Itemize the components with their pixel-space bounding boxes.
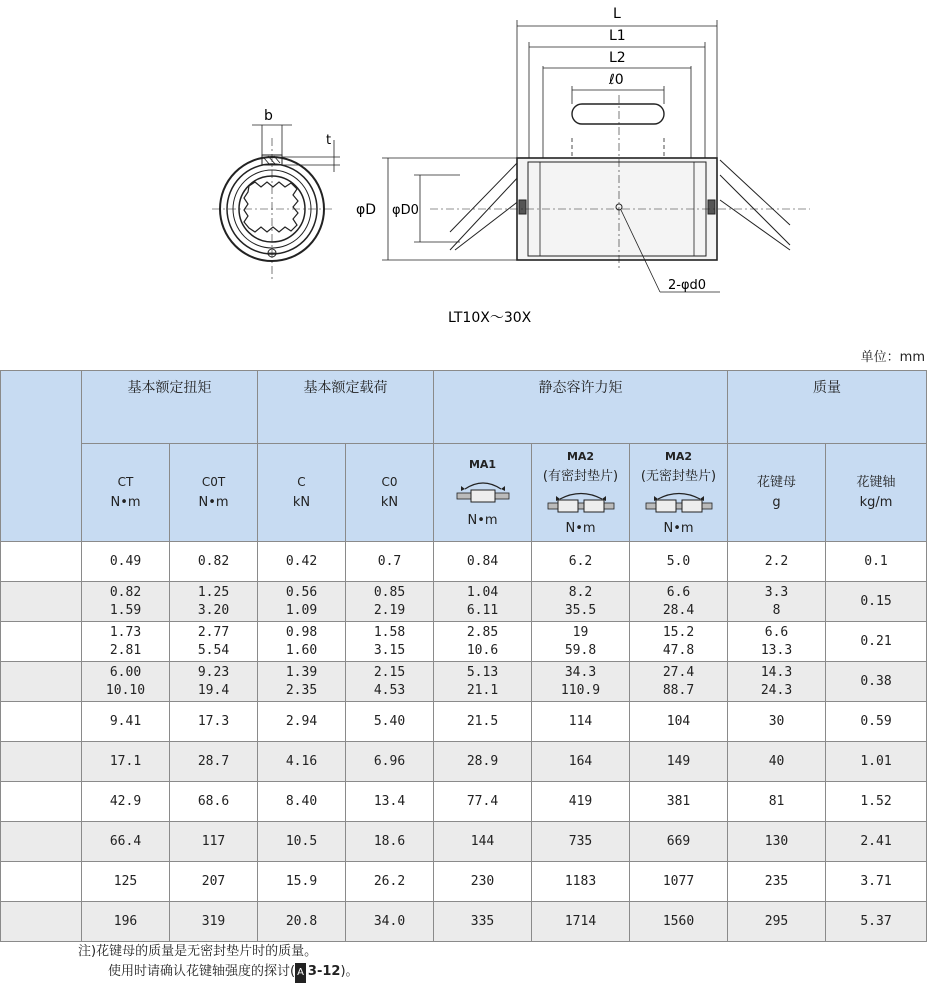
cell-ma2b: 5.0	[630, 542, 728, 582]
cell-c0: 18.6	[346, 822, 434, 862]
group-load: 基本额定载荷	[258, 371, 434, 444]
cell-shaft: 0.59	[826, 702, 927, 742]
unit-note: 单位：mm	[860, 350, 925, 365]
cell-ct: 17.1	[82, 742, 170, 782]
col-ct: CT N•m	[82, 444, 170, 542]
table-row	[1, 702, 927, 742]
table-row	[1, 622, 927, 662]
cell-ma1: 77.4	[434, 782, 532, 822]
cell-ct: 125	[82, 862, 170, 902]
cell-ma2a: 34.3 110.9	[532, 662, 630, 702]
cell-c0: 2.15 4.53	[346, 662, 434, 702]
col-c0: C0 kN	[346, 444, 434, 542]
cell-ma2b: 27.4 88.7	[630, 662, 728, 702]
table-row	[1, 862, 927, 902]
cell-ma2a: 19 59.8	[532, 622, 630, 662]
cell-c0t: 9.23 19.4	[170, 662, 258, 702]
cell-nut: 2.2	[728, 542, 826, 582]
table-row	[1, 542, 927, 582]
cell-ma1: 5.13 21.1	[434, 662, 532, 702]
row-model-cell	[1, 902, 82, 942]
dim-L: L	[613, 6, 621, 22]
row-model-cell	[1, 742, 82, 782]
row-model-cell	[1, 862, 82, 902]
spec-table	[0, 370, 927, 942]
cell-shaft: 3.71	[826, 862, 927, 902]
cell-ct: 9.41	[82, 702, 170, 742]
cell-c: 0.42	[258, 542, 346, 582]
cell-c0: 1.58 3.15	[346, 622, 434, 662]
cell-c0: 6.96	[346, 742, 434, 782]
group-header-row	[1, 371, 927, 444]
cell-shaft: 1.52	[826, 782, 927, 822]
cell-nut: 40	[728, 742, 826, 782]
cell-nut: 295	[728, 902, 826, 942]
moment-ma2-unsealed-icon	[644, 491, 714, 517]
group-moment: 静态容许力矩	[434, 371, 728, 444]
cell-ma2a: 8.2 35.5	[532, 582, 630, 622]
cell-c0: 26.2	[346, 862, 434, 902]
table-body	[1, 542, 927, 942]
cell-c: 8.40	[258, 782, 346, 822]
cell-ma2b: 381	[630, 782, 728, 822]
cell-shaft: 1.01	[826, 742, 927, 782]
cell-shaft: 5.37	[826, 902, 927, 942]
cell-ma2a: 6.2	[532, 542, 630, 582]
cell-nut: 30	[728, 702, 826, 742]
side-view	[382, 20, 810, 292]
row-model-cell	[1, 662, 82, 702]
cell-ct: 0.49	[82, 542, 170, 582]
cell-c0t: 17.3	[170, 702, 258, 742]
cell-ma1: 0.84	[434, 542, 532, 582]
cell-ma2a: 419	[532, 782, 630, 822]
row-model-cell	[1, 702, 82, 742]
cell-ma2b: 669	[630, 822, 728, 862]
table-row	[1, 902, 927, 942]
row-model-cell	[1, 542, 82, 582]
table-row	[1, 782, 927, 822]
cell-nut: 14.3 24.3	[728, 662, 826, 702]
stub-header	[1, 371, 82, 542]
cell-shaft: 0.38	[826, 662, 927, 702]
moment-ma2-sealed-icon	[546, 491, 616, 517]
dim-d0: 2-φd0	[668, 278, 707, 293]
cell-ma2a: 1714	[532, 902, 630, 942]
cell-ma1: 1.04 6.11	[434, 582, 532, 622]
footnotes	[78, 942, 359, 983]
moment-ma1-icon	[453, 479, 513, 509]
cell-ma1: 335	[434, 902, 532, 942]
cell-c0: 34.0	[346, 902, 434, 942]
row-model-cell	[1, 622, 82, 662]
col-c: C kN	[258, 444, 346, 542]
table-row	[1, 582, 927, 622]
dim-l0: ℓ0	[609, 72, 624, 88]
table-row	[1, 662, 927, 702]
note-line-2: 使用时请确认花键轴强度的探讨( A 3-12)。	[78, 962, 359, 983]
cell-ma2b: 149	[630, 742, 728, 782]
cell-ma2b: 1077	[630, 862, 728, 902]
cell-shaft: 0.1	[826, 542, 927, 582]
dim-L2: L2	[609, 50, 626, 66]
cell-ct: 0.82 1.59	[82, 582, 170, 622]
cell-c0: 13.4	[346, 782, 434, 822]
cell-ma2b: 104	[630, 702, 728, 742]
cell-c0: 0.85 2.19	[346, 582, 434, 622]
cell-nut: 130	[728, 822, 826, 862]
cell-ma2b: 6.6 28.4	[630, 582, 728, 622]
col-c0t: C0T N•m	[170, 444, 258, 542]
row-model-cell	[1, 782, 82, 822]
cell-nut: 3.3 8	[728, 582, 826, 622]
row-model-cell	[1, 822, 82, 862]
cell-ma1: 2.85 10.6	[434, 622, 532, 662]
cell-c0t: 28.7	[170, 742, 258, 782]
col-ma1: MA1 N•m	[434, 444, 532, 542]
col-nut-mass: 花键母 g	[728, 444, 826, 542]
cell-ct: 196	[82, 902, 170, 942]
cell-ma2a: 114	[532, 702, 630, 742]
spline-nut-drawing	[0, 0, 930, 340]
cell-shaft: 2.41	[826, 822, 927, 862]
cell-ma2b: 1560	[630, 902, 728, 942]
cell-ct: 66.4	[82, 822, 170, 862]
cell-nut: 6.6 13.3	[728, 622, 826, 662]
col-shaft-mass: 花键轴 kg/m	[826, 444, 927, 542]
cell-c: 15.9	[258, 862, 346, 902]
cell-shaft: 0.21	[826, 622, 927, 662]
cell-ma2a: 164	[532, 742, 630, 782]
col-ma2-unsealed: MA2 (无密封垫片) N•m	[630, 444, 728, 542]
cell-c0t: 68.6	[170, 782, 258, 822]
cell-ct: 1.73 2.81	[82, 622, 170, 662]
cell-c0t: 319	[170, 902, 258, 942]
cell-c0: 0.7	[346, 542, 434, 582]
dim-b: b	[264, 108, 273, 124]
cell-c0t: 2.77 5.54	[170, 622, 258, 662]
column-header-row	[1, 444, 927, 542]
cell-ma1: 28.9	[434, 742, 532, 782]
cell-ct: 6.00 10.10	[82, 662, 170, 702]
cell-c: 20.8	[258, 902, 346, 942]
table-row	[1, 742, 927, 782]
end-view	[212, 125, 340, 282]
dim-t: t	[326, 133, 332, 148]
cell-c0: 5.40	[346, 702, 434, 742]
cell-c0t: 207	[170, 862, 258, 902]
cell-nut: 235	[728, 862, 826, 902]
table-row	[1, 822, 927, 862]
cell-ma2a: 735	[532, 822, 630, 862]
group-mass: 质量	[728, 371, 927, 444]
cell-ma2b: 15.2 47.8	[630, 622, 728, 662]
cell-c: 10.5	[258, 822, 346, 862]
reference-icon: A	[295, 963, 306, 983]
cell-c0t: 1.25 3.20	[170, 582, 258, 622]
row-model-cell	[1, 582, 82, 622]
cell-c: 2.94	[258, 702, 346, 742]
drawing-caption: LT10X～30X	[448, 310, 532, 326]
cell-ma2a: 1183	[532, 862, 630, 902]
cell-c0t: 0.82	[170, 542, 258, 582]
dim-L1: L1	[609, 28, 626, 44]
cell-ma1: 230	[434, 862, 532, 902]
col-ma2-sealed: MA2 (有密封垫片) N•m	[532, 444, 630, 542]
cell-c: 1.39 2.35	[258, 662, 346, 702]
cell-shaft: 0.15	[826, 582, 927, 622]
cell-c: 0.56 1.09	[258, 582, 346, 622]
note-line-1: 注)花键母的质量是无密封垫片时的质量。	[78, 944, 318, 959]
cell-ma1: 144	[434, 822, 532, 862]
cell-nut: 81	[728, 782, 826, 822]
group-torque: 基本额定扭矩	[82, 371, 258, 444]
cell-c0t: 117	[170, 822, 258, 862]
cell-ct: 42.9	[82, 782, 170, 822]
cell-c: 4.16	[258, 742, 346, 782]
cell-ma1: 21.5	[434, 702, 532, 742]
cell-c: 0.98 1.60	[258, 622, 346, 662]
dim-D: φD	[356, 202, 377, 218]
dim-D0: φD0	[392, 203, 419, 218]
